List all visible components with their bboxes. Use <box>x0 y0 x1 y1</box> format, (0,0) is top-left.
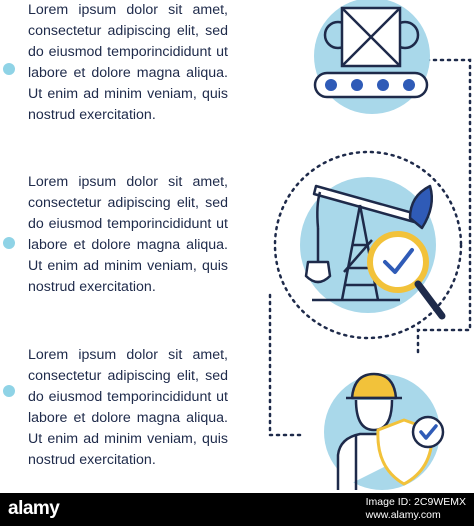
site-url: www.alamy.com <box>365 509 441 521</box>
paragraph-3-text: Lorem ipsum dolor sit amet, consectetur adipiscing elit, sed do eiusmod temporincididunt ut labore et dolore magna aliqua. Ut enim ad minim veniam, quis nostrud exercitation. <box>28 347 228 468</box>
protected-worker-icon <box>324 374 443 490</box>
stock-footer-bar <box>0 493 474 526</box>
image-id: Image ID: 2C9WEMX <box>365 496 466 508</box>
paragraph-2-text: Lorem ipsum dolor sit amet, consectetur adipiscing elit, sed do eiusmod temporincididunt ut labore et dolore magna aliqua. Ut enim ad minim veniam, quis nostrud exercitation. <box>28 174 228 295</box>
image-meta <box>366 496 466 522</box>
alamy-logo: alamy <box>8 498 60 519</box>
conveyor-belt-icon <box>314 0 430 114</box>
oil-pump-inspection-icon <box>275 152 461 338</box>
paragraph-1-text: Lorem ipsum dolor sit amet, consectetur adipiscing elit, sed do eiusmod temporincididunt ut labore et dolore magna aliqua. Ut enim ad minim veniam, quis nostrud exercitation. <box>28 2 228 123</box>
